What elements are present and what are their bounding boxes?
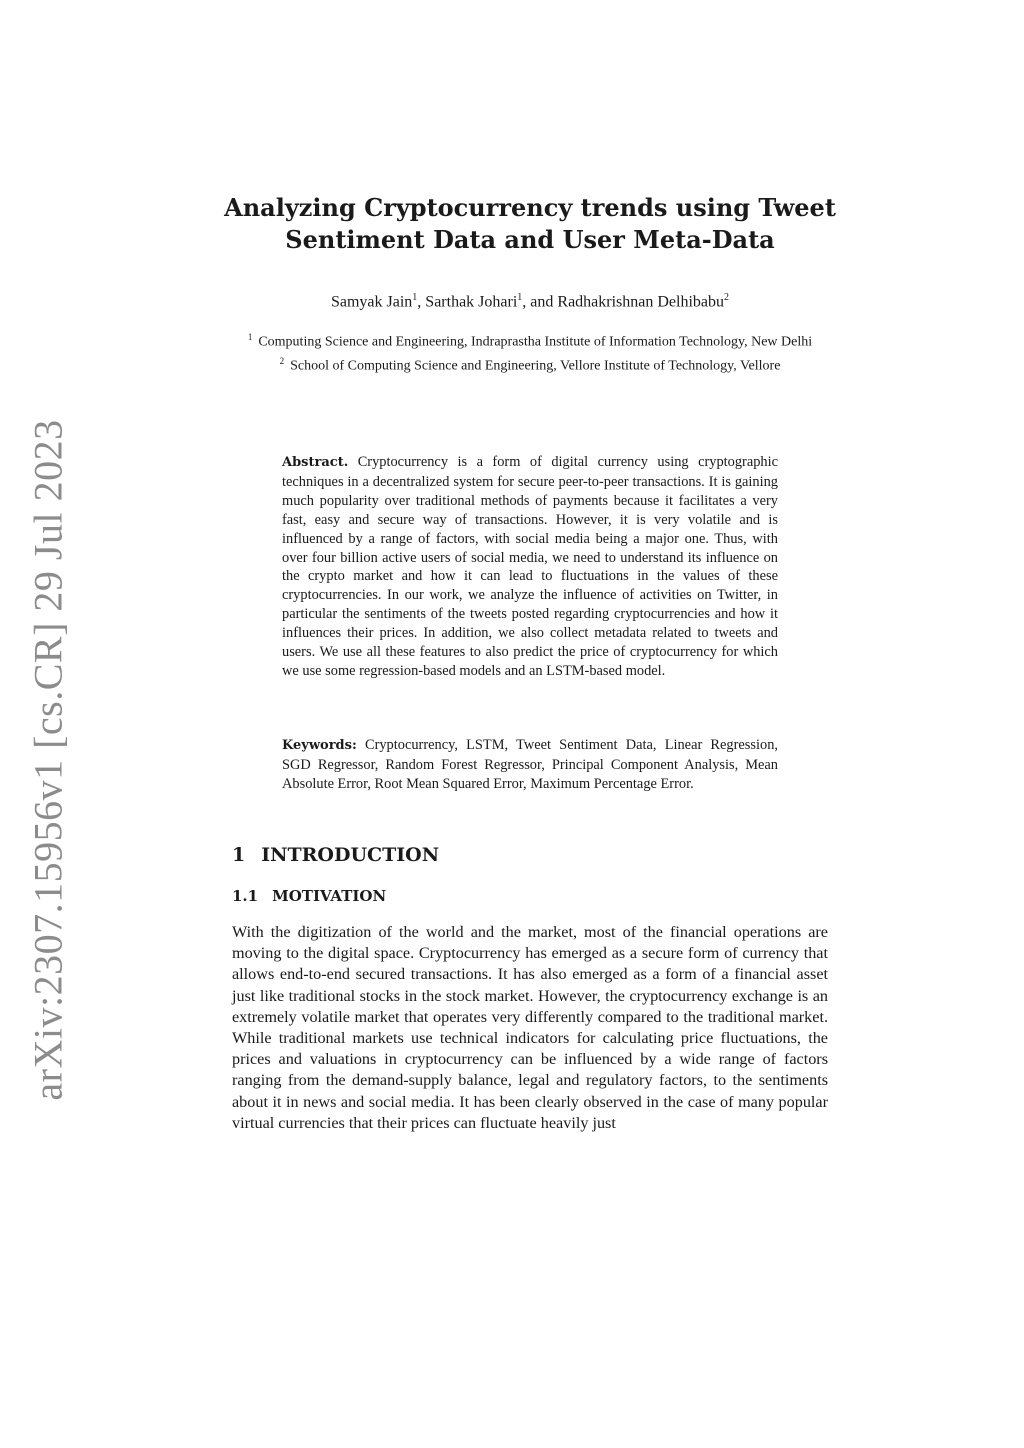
section-title: INTRODUCTION (261, 844, 440, 866)
author-separator: , (417, 293, 426, 311)
arxiv-identifier-stamp (18, 419, 78, 1101)
author-affiliation-mark: 1 (517, 292, 523, 303)
body-paragraph: With the digitization of the world and the market, most of the financial operations are moving to the digital space. Cryptocurrency has emerged as a secure form of currency that allows end-to-end secured transactions. It has also emerged as a form of a financial asset just like traditional stocks in the stock market. However, the cryptocurrency exchange is an extremely volatile market that operates very differently compared to the traditional market. While traditional markets use technical indicators for calculating price fluctuations, the prices and valuations in cryptocurrency can be influenced by a wide range of factors ranging from the demand-supply balance, legal and regulatory factors, to the sentiments about it in news and social media. It has been clearly observed in the case of many popular virtual currencies that their prices can fluctuate heavily just (232, 923, 828, 1132)
subsection-number: 1.1 (232, 887, 259, 905)
author-name: Radhakrishnan Delhibabu (557, 293, 725, 311)
keywords-label: Keywords: (282, 738, 357, 753)
abstract-text: Cryptocurrency is a form of digital currency using cryptographic techniques in a decentralized system for secure peer-to-peer transactions. It is gaining much popularity over traditional methods of payments because it facilitates a very fast, easy and secure way of transactions. However, it is very volatile and is influenced by a range of factors, with social media being a major one. Thus, with over four billion active users of social media, we need to understand its influence on the crypto market and how it can lead to fluctuations in the values of these cryptocurrencies. In our work, we analyze the influence of activities on Twitter, in particular the sentiments of the tweets posted regarding cryptocurrencies and how it influences their prices. In addition, we also collect metadata related to tweets and users. We use all these features to also predict the price of cryptocurrency for which we use some regression-based models and an LSTM-based model. (282, 454, 778, 679)
subsection-title: MOTIVATION (272, 887, 387, 905)
subsection-heading (232, 887, 386, 905)
affiliation (220, 352, 840, 376)
author-separator: , and (522, 293, 558, 311)
author-affiliation-mark: 2 (724, 292, 730, 303)
affiliation-mark: 2 (279, 355, 285, 366)
affiliation (220, 328, 840, 352)
abstract-label: Abstract. (282, 455, 349, 470)
author-list (200, 292, 860, 311)
abstract (282, 453, 778, 681)
affiliation-list (220, 328, 840, 375)
author-affiliation-mark: 1 (412, 292, 418, 303)
affiliation-text: Computing Science and Engineering, Indraprastha Institute of Information Technology, New Delhi (258, 334, 813, 350)
affiliation-mark: 1 (247, 332, 253, 342)
keywords-text: Cryptocurrency, LSTM, Tweet Sentiment Data, Linear Regression, SGD Regressor, Random Forest Regressor, Principal Component Analysis, Mean Absolute Error, Root Mean Squared Error, Maximum Percentage Error. (282, 737, 778, 792)
keywords (282, 736, 778, 794)
title-line-2: Sentiment Data and User Meta-Data (285, 225, 775, 254)
arxiv-identifier-text: arXiv:2307.15956v1 [cs.CR] 29 Jul 2023 (25, 419, 71, 1101)
affiliation-text: School of Computing Science and Engineering, Vellore Institute of Technology, Vellore (290, 358, 781, 374)
author-name: Samyak Jain (330, 293, 413, 311)
section-number: 1 (232, 844, 246, 866)
author-name: Sarthak Johari (425, 293, 518, 311)
title-line-1: Analyzing Cryptocurrency trends using Tweet (224, 193, 836, 222)
paper-title (200, 192, 860, 256)
section-heading (232, 844, 439, 866)
